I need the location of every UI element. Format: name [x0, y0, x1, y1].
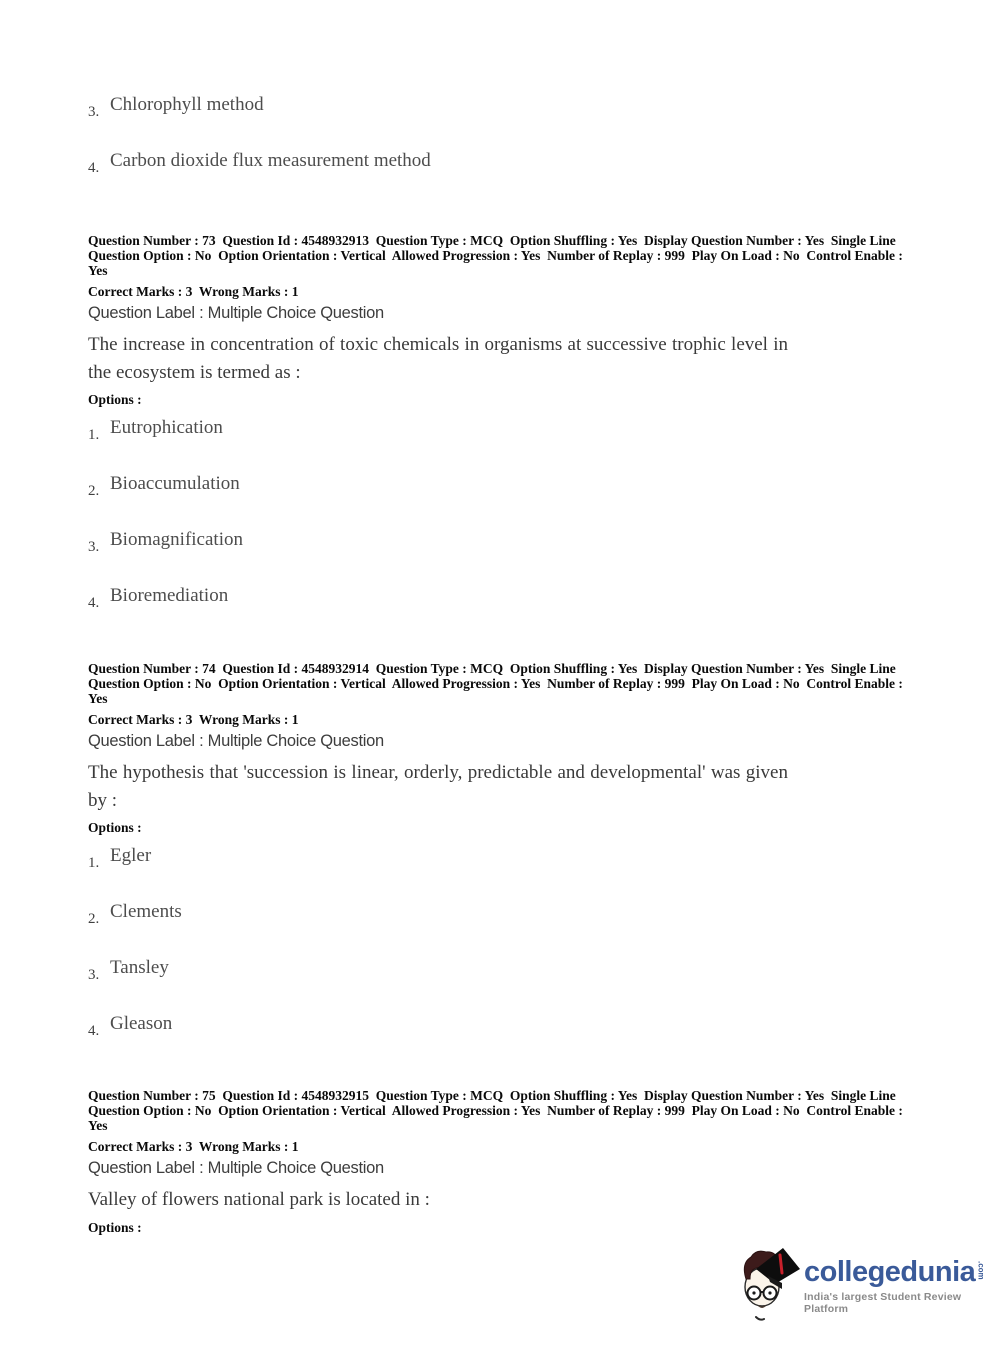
question-label: Question Label : Multiple Choice Question	[88, 304, 384, 322]
option-number: 2.	[88, 911, 100, 927]
graduate-mascot-icon	[738, 1243, 800, 1323]
option-item	[88, 528, 913, 557]
option-number: 3.	[88, 967, 100, 983]
brand-name: collegedunia	[804, 1256, 976, 1288]
option-item	[88, 1012, 913, 1041]
brand-tld: .com	[976, 1261, 986, 1280]
option-text: Bioremediation	[110, 585, 229, 606]
option-item	[88, 844, 913, 873]
option-text: Gleason	[110, 1013, 173, 1034]
question-label: Question Label : Multiple Choice Question	[88, 732, 384, 750]
option-number: 1.	[88, 427, 100, 443]
option-text: Tansley	[110, 957, 169, 978]
question-marks: Correct Marks : 3 Wrong Marks : 1	[88, 1139, 299, 1154]
option-text: Biomagnification	[110, 529, 243, 550]
option-number: 4.	[88, 1023, 100, 1039]
question-marks: Correct Marks : 3 Wrong Marks : 1	[88, 284, 299, 299]
option-text: Bioaccumulation	[110, 473, 240, 494]
question-text: Valley of flowers national park is located in :	[88, 1189, 430, 1210]
question-meta: Question Number : 73 Question Id : 4548932913 Question Type : MCQ Option Shuffling : Yes Display Question Number : Yes Single Line Question Option : No Option Orientation : Vertical Allowed Progression : Yes Number of Replay : 999 Play On Load : No Control Enable : Yes	[88, 233, 906, 278]
question-block-73	[88, 233, 913, 640]
option-item	[88, 472, 913, 501]
option-item	[88, 956, 913, 985]
option-text: Eutrophication	[110, 417, 223, 438]
options-heading: Options :	[88, 820, 142, 835]
question-marks: Correct Marks : 3 Wrong Marks : 1	[88, 712, 299, 727]
question-text: The hypothesis that 'succession is linear, orderly, predictable and developmental' was given by :	[88, 762, 788, 811]
question-meta: Question Number : 74 Question Id : 4548932914 Question Type : MCQ Option Shuffling : Yes Display Question Number : Yes Single Line Question Option : No Option Orientation : Vertical Allowed Progression : Yes Number of Replay : 999 Play On Load : No Control Enable : Yes	[88, 661, 906, 706]
option-number: 3.	[88, 104, 100, 120]
option-item	[88, 149, 913, 178]
question-block-74	[88, 661, 913, 1068]
question-label: Question Label : Multiple Choice Question	[88, 1159, 384, 1177]
options-heading: Options :	[88, 392, 142, 407]
question-block-75	[88, 1088, 913, 1235]
options-heading: Options :	[88, 1219, 142, 1235]
collegedunia-logo[interactable]	[738, 1243, 1001, 1323]
question-meta: Question Number : 75 Question Id : 4548932915 Question Type : MCQ Option Shuffling : Yes Display Question Number : Yes Single Line Question Option : No Option Orientation : Vertical Allowed Progression : Yes Number of Replay : 999 Play On Load : No Control Enable : Yes	[88, 1088, 906, 1133]
option-number: 4.	[88, 595, 100, 611]
option-text: Carbon dioxide flux measurement method	[110, 150, 431, 171]
option-item	[88, 584, 913, 613]
option-text: Clements	[110, 901, 182, 922]
option-number: 1.	[88, 855, 100, 871]
option-item	[88, 900, 913, 929]
option-number: 3.	[88, 539, 100, 555]
option-number: 2.	[88, 483, 100, 499]
option-item	[88, 416, 913, 445]
carryover-options	[88, 93, 913, 205]
option-number: 4.	[88, 160, 100, 176]
brand-text	[804, 1257, 1001, 1315]
option-text: Chlorophyll method	[110, 94, 264, 115]
brand-tagline: India's largest Student Review Platform	[804, 1291, 962, 1315]
option-item	[88, 93, 913, 122]
question-text: The increase in concentration of toxic chemicals in organisms at successive trophic level in the ecosystem is termed as :	[88, 334, 788, 383]
option-text: Egler	[110, 845, 152, 866]
